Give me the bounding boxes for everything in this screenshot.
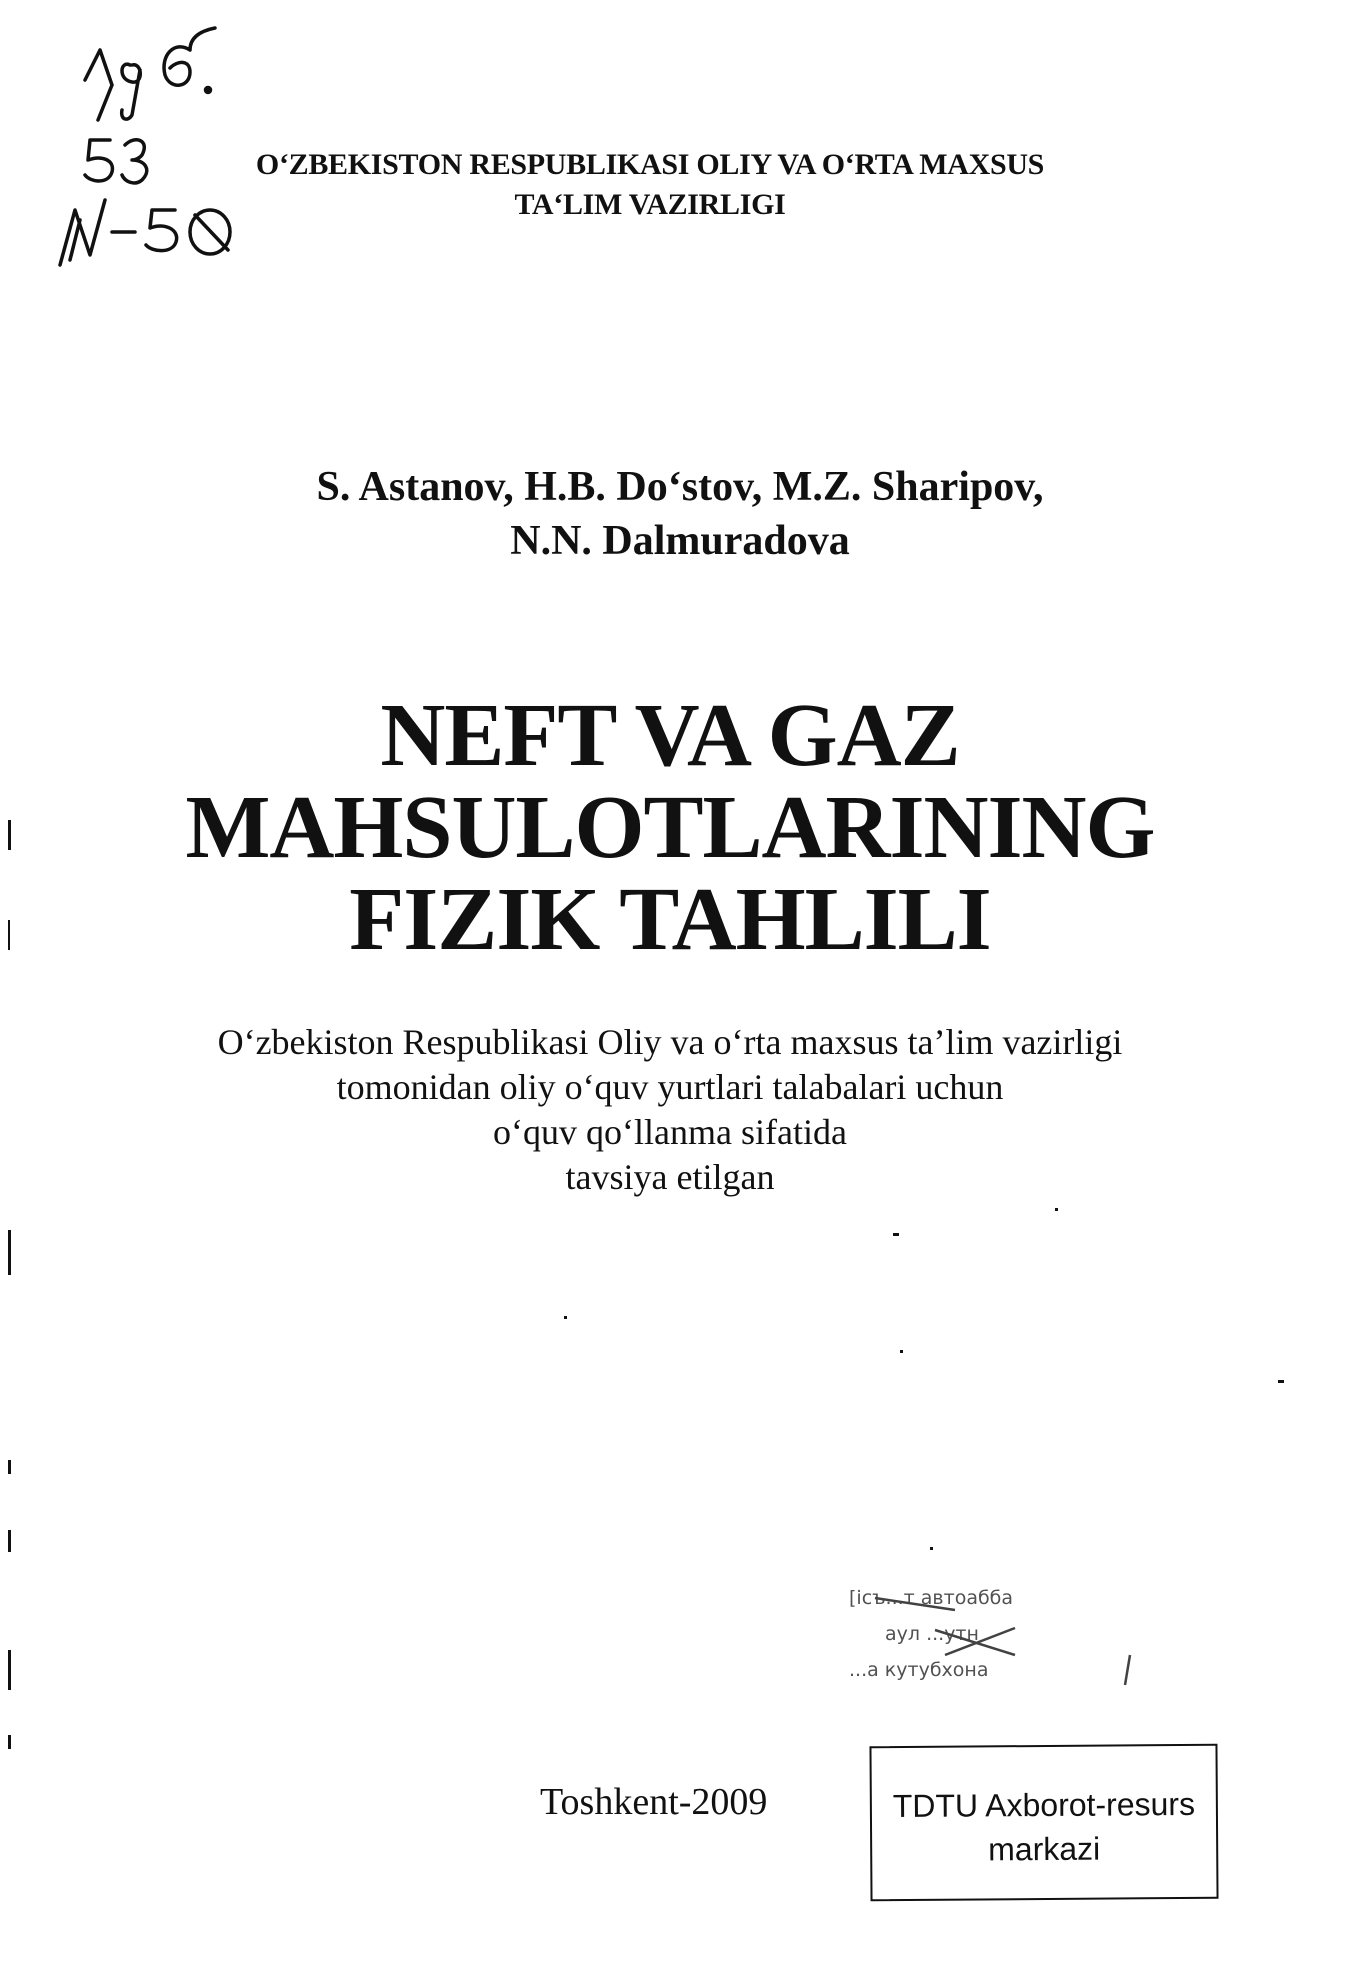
library-stamp-line-1: TDTU Axborot-resurs [892, 1785, 1196, 1825]
scan-mark [564, 1316, 567, 1319]
faded-stamp-line-1: [ісъ...т автоабба [849, 1587, 1014, 1609]
handwritten-shelf-mark [40, 10, 260, 270]
scan-mark [8, 1650, 11, 1690]
recommendation-note [120, 1020, 1220, 1200]
faded-stamp-line-3: ...а кутубхона [849, 1659, 989, 1681]
authors-line-2: N.N. Dalmuradova [510, 518, 850, 564]
scan-mark [8, 920, 10, 950]
library-stamp [869, 1744, 1218, 1901]
recommendation-line-2: tomonidan oliy o‘quv yurtlari talabalari uchun [336, 1067, 1004, 1107]
ministry-header [120, 145, 1180, 225]
scan-mark [8, 820, 11, 850]
scan-mark [8, 1530, 11, 1552]
faded-library-stamp [845, 1580, 1145, 1695]
scan-mark [900, 1350, 903, 1353]
authors [150, 460, 1210, 568]
ministry-line-1: O‘ZBEKISTON RESPUBLIKASI OLIY VA O‘RTA MAXSUS [255, 148, 1045, 181]
scan-mark [1055, 1208, 1058, 1211]
scan-mark [8, 1735, 11, 1749]
ministry-line-2: TA‘LIM VAZIRLIGI [514, 188, 786, 221]
scan-mark [8, 1460, 11, 1474]
title-line-2: MAHSULOTLARINING [185, 778, 1155, 877]
scan-mark [8, 1230, 11, 1275]
library-stamp-line-2: markazi [988, 1830, 1101, 1868]
recommendation-line-1: O‘zbekiston Respublikasi Oliy va o‘rta maxsus ta’lim vazirligi [217, 1022, 1123, 1062]
authors-line-1: S. Astanov, H.B. Do‘stov, M.Z. Sharipov, [316, 464, 1044, 510]
book-title [120, 686, 1220, 969]
recommendation-line-4: tavsiya etilgan [565, 1157, 775, 1197]
scan-mark [930, 1547, 933, 1550]
scan-mark [893, 1233, 899, 1236]
scan-mark [1278, 1380, 1284, 1383]
recommendation-line-3: o‘quv qo‘llanma sifatida [493, 1112, 847, 1152]
title-line-3: FIZIK TAHLILI [349, 870, 991, 969]
stamp-strike-lines [845, 1580, 1145, 1695]
title-line-1: NEFT VA GAZ [380, 686, 960, 785]
faded-stamp-line-2: аул ...утн [885, 1623, 979, 1645]
city-year: Toshkent-2009 [540, 1781, 768, 1823]
